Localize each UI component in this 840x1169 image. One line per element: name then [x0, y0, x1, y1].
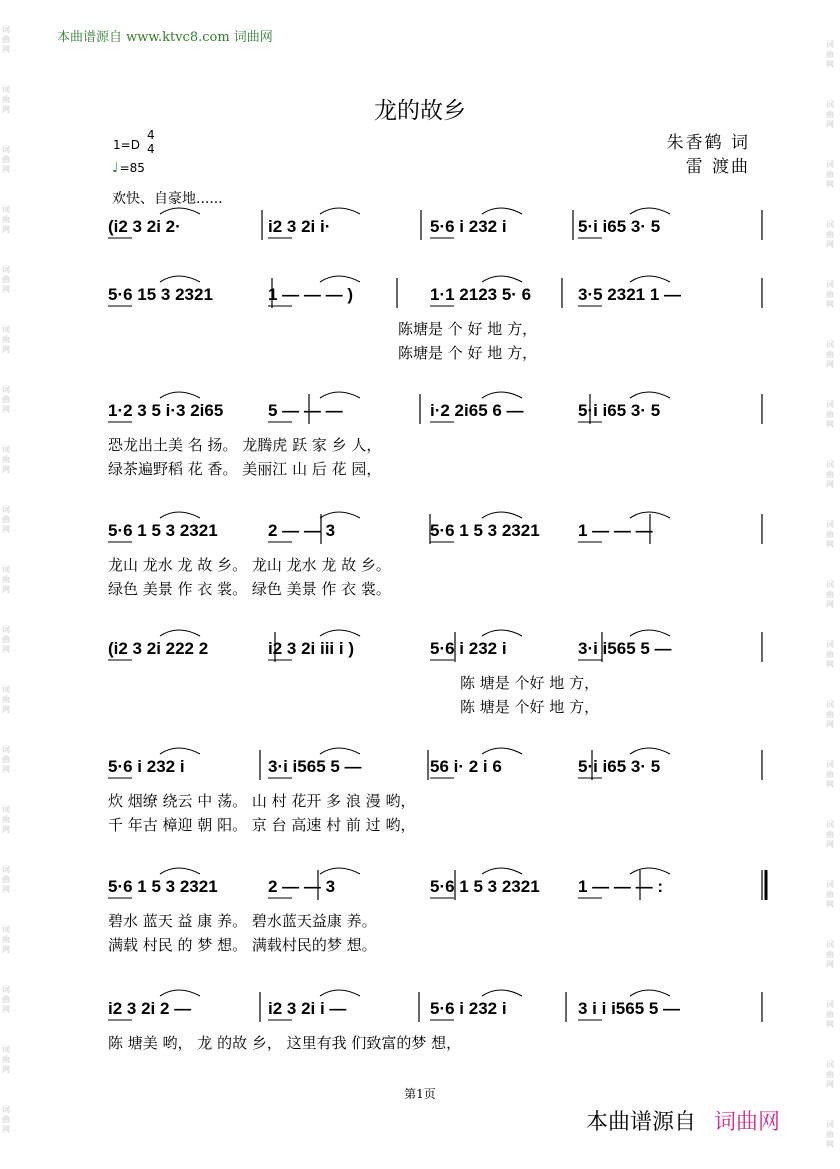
- score-system: [108, 276, 762, 362]
- watermark-mark: 词 曲 网: [826, 520, 834, 549]
- slur-arc: [482, 630, 522, 636]
- score-system: [108, 748, 762, 834]
- slur-arc: [160, 868, 200, 874]
- measure-notes: 5·6 i 232 i: [430, 999, 507, 1018]
- score-system: [108, 868, 766, 954]
- watermark-mark: 词 曲 网: [826, 700, 834, 729]
- measure-notes: 5·i i65 3· 5: [578, 217, 661, 236]
- slur-arc: [320, 868, 360, 874]
- watermark-mark: 词 曲 网: [826, 1000, 834, 1029]
- lyric-line: 陈塘是 个 好 地 方，: [398, 320, 538, 338]
- slur-arc: [482, 868, 522, 874]
- score-system: [108, 630, 762, 716]
- watermark-mark: 词 曲 网: [2, 805, 10, 834]
- measure-notes: 1 — — — ): [268, 285, 354, 304]
- measure-notes: 56 i· 2 i 6: [430, 757, 502, 776]
- lyric-line: 满载 村民 的 梦 想。 满载村民的梦 想。: [108, 936, 377, 954]
- footer-brand-name: 词曲网: [713, 1110, 780, 1135]
- quarter-note-icon: ♩: [112, 160, 119, 176]
- slur-arc: [320, 276, 360, 282]
- slur-arc: [160, 748, 200, 754]
- slur-arc: [630, 868, 670, 874]
- measure-notes: 3·i i565 5 —: [268, 757, 362, 776]
- watermark-mark: 词 曲 网: [2, 385, 10, 414]
- watermark-mark: 词 曲 网: [2, 925, 10, 954]
- measure-notes: 1·1 2123 5· 6: [430, 285, 532, 304]
- slur-arc: [160, 630, 200, 636]
- slur-arc: [630, 208, 670, 214]
- measure-notes: 1 — — —: [578, 521, 653, 540]
- watermark-mark: 词 曲 网: [2, 625, 10, 654]
- score-system: [108, 512, 762, 598]
- lyric-line: 炊 烟缭 绕云 中 荡。 山 村 花开 多 浪 漫 哟，: [108, 792, 416, 810]
- measure-notes: 3 i i i565 5 —: [578, 999, 681, 1018]
- measure-notes: 3·5 2321 1 —: [578, 285, 682, 304]
- slur-arc: [320, 748, 360, 754]
- watermark-mark: 词 曲 网: [826, 820, 834, 849]
- lyric-line: 陈 塘美 哟， 龙 的故 乡， 这里有我 们致富的梦 想，: [108, 1034, 462, 1052]
- watermark-mark: 词 曲 网: [2, 205, 10, 234]
- measure-notes: i2 3 2i i —: [268, 999, 347, 1018]
- watermark-mark: 词 曲 网: [826, 280, 834, 309]
- slur-arc: [482, 990, 522, 996]
- watermark-mark: 词 曲 网: [2, 145, 10, 174]
- meter-bottom: 4: [147, 142, 155, 156]
- watermark-mark: 词 曲 网: [826, 1120, 834, 1149]
- watermark-mark: 词 曲 网: [2, 985, 10, 1014]
- watermark-mark: 词 曲 网: [2, 865, 10, 894]
- slur-arc: [160, 512, 200, 518]
- watermark-mark: 词 曲 网: [2, 745, 10, 774]
- measure-notes: i2 3 2i 2 —: [108, 999, 192, 1018]
- lyric-line: 绿茶遍野稻 花 香。 美丽江 山 后 花 园，: [108, 460, 382, 478]
- key-signature: 1=D: [113, 138, 140, 152]
- lyric-line: 绿色 美景 作 衣 裳。 绿色 美景 作 衣 裳。: [108, 580, 391, 598]
- page-number: 第1页: [404, 1087, 436, 1101]
- measure-notes: 5·6 1 5 3 2321: [430, 521, 540, 540]
- slur-arc: [320, 512, 360, 518]
- measure-notes: 1 — — — :: [578, 877, 664, 896]
- measure-notes: i·2 2i65 6 —: [430, 401, 524, 420]
- composer-credit: 雷 渡曲: [685, 157, 750, 177]
- watermark-mark: 词 曲 网: [826, 640, 834, 669]
- source-line[interactable]: 本曲谱源自 www.ktvc8.com 词曲网: [57, 30, 273, 45]
- slur-arc: [320, 990, 360, 996]
- measure-notes: i2 3 2i i·: [268, 217, 331, 236]
- slur-arc: [160, 392, 200, 398]
- lyric-line: 陈 塘是 个好 地 方，: [460, 698, 600, 716]
- measure-notes: 5·6 1 5 3 2321: [108, 877, 218, 896]
- score-system: [108, 990, 762, 1052]
- watermark-mark: 词 曲 网: [2, 85, 10, 114]
- measure-notes: 5·i i65 3· 5: [578, 401, 661, 420]
- slur-arc: [630, 276, 670, 282]
- lyric-line: 陈 塘是 个好 地 方，: [460, 674, 600, 692]
- watermark-mark: 词 曲 网: [826, 880, 834, 909]
- watermark-mark: 词 曲 网: [2, 685, 10, 714]
- watermark-mark: 词 曲 网: [826, 160, 834, 189]
- measure-notes: 5·6 1 5 3 2321: [430, 877, 540, 896]
- slur-arc: [160, 990, 200, 996]
- watermark-mark: 词 曲 网: [2, 1045, 10, 1074]
- expression-marking: 欢快、自豪地......: [112, 191, 223, 207]
- score-system: [108, 392, 762, 478]
- lyric-line: 碧水 蓝天 益 康 养。 碧水蓝天益康 养。: [108, 912, 377, 930]
- watermark-mark: 词 曲 网: [826, 460, 834, 489]
- measure-notes: 5·6 1 5 3 2321: [108, 521, 218, 540]
- watermark-mark: 词 曲 网: [826, 100, 834, 129]
- watermark-mark: 词 曲 网: [2, 25, 10, 54]
- slur-arc: [482, 512, 522, 518]
- footer-brand[interactable]: [586, 1105, 780, 1136]
- measure-notes: 5·6 i 232 i: [430, 639, 507, 658]
- slur-arc: [482, 748, 522, 754]
- watermark-mark: 词 曲 网: [826, 220, 834, 249]
- measure-notes: (i2 3 2i 222 2: [108, 639, 209, 658]
- watermark-mark: 词 曲 网: [2, 265, 10, 294]
- slur-arc: [482, 392, 522, 398]
- lyricist-credit: 朱香鹤 词: [666, 133, 750, 153]
- measure-notes: 3·i i565 5 —: [578, 639, 672, 658]
- watermark-mark: 词 曲 网: [826, 340, 834, 369]
- measure-notes: 5·6 i 232 i: [108, 757, 185, 776]
- measure-notes: i2 3 2i iii i ): [268, 639, 354, 658]
- watermark-mark: 词 曲 网: [2, 565, 10, 594]
- watermark-mark: 词 曲 网: [2, 1105, 10, 1134]
- slur-arc: [630, 748, 670, 754]
- slur-arc: [630, 990, 670, 996]
- slur-arc: [630, 630, 670, 636]
- watermark-mark: 词 曲 网: [2, 325, 10, 354]
- song-title: 龙的故乡: [374, 98, 466, 124]
- lyric-line: 龙山 龙水 龙 故 乡。 龙山 龙水 龙 故 乡。: [108, 556, 391, 574]
- measure-notes: 2 — — 3: [268, 521, 336, 540]
- lyric-line: 千 年古 樟迎 朝 阳。 京 台 高速 村 前 过 哟，: [108, 816, 416, 834]
- measure-notes: 5·6 15 3 2321: [108, 285, 213, 304]
- slur-arc: [320, 392, 360, 398]
- tempo-value: =85: [119, 161, 145, 175]
- lyric-line: 陈塘是 个 好 地 方，: [398, 344, 538, 362]
- watermark-mark: 词 曲 网: [2, 445, 10, 474]
- slur-arc: [160, 208, 200, 214]
- measure-notes: 2 — — 3: [268, 877, 336, 896]
- watermark-mark: 词 曲 网: [826, 400, 834, 429]
- measure-notes: 5·i i65 3· 5: [578, 757, 661, 776]
- watermark-mark: 词 曲 网: [826, 580, 834, 609]
- slur-arc: [320, 630, 360, 636]
- slur-arc: [160, 276, 200, 282]
- slur-arc: [482, 208, 522, 214]
- meter-top: 4: [147, 128, 155, 142]
- measure-notes: 5 — — —: [268, 401, 343, 420]
- watermark-mark: 词 曲 网: [826, 40, 834, 69]
- footer-brand-prefix: 本曲谱源自: [585, 1110, 696, 1135]
- measure-notes: 1·2 3 5 i·3 2i65: [108, 401, 224, 420]
- measure-notes: 5·6 i 232 i: [430, 217, 507, 236]
- watermark-mark: 词 曲 网: [826, 940, 834, 969]
- slur-arc: [630, 392, 670, 398]
- lyric-line: 恐龙出土美 名 扬。 龙腾虎 跃 家 乡 人，: [108, 436, 382, 454]
- score-system: [108, 208, 762, 240]
- watermark-mark: 词 曲 网: [2, 505, 10, 534]
- measure-notes: (i2 3 2i 2·: [108, 217, 181, 236]
- watermark-mark: 词 曲 网: [826, 760, 834, 789]
- watermark-mark: 词 曲 网: [826, 1060, 834, 1089]
- slur-arc: [482, 276, 522, 282]
- slur-arc: [320, 208, 360, 214]
